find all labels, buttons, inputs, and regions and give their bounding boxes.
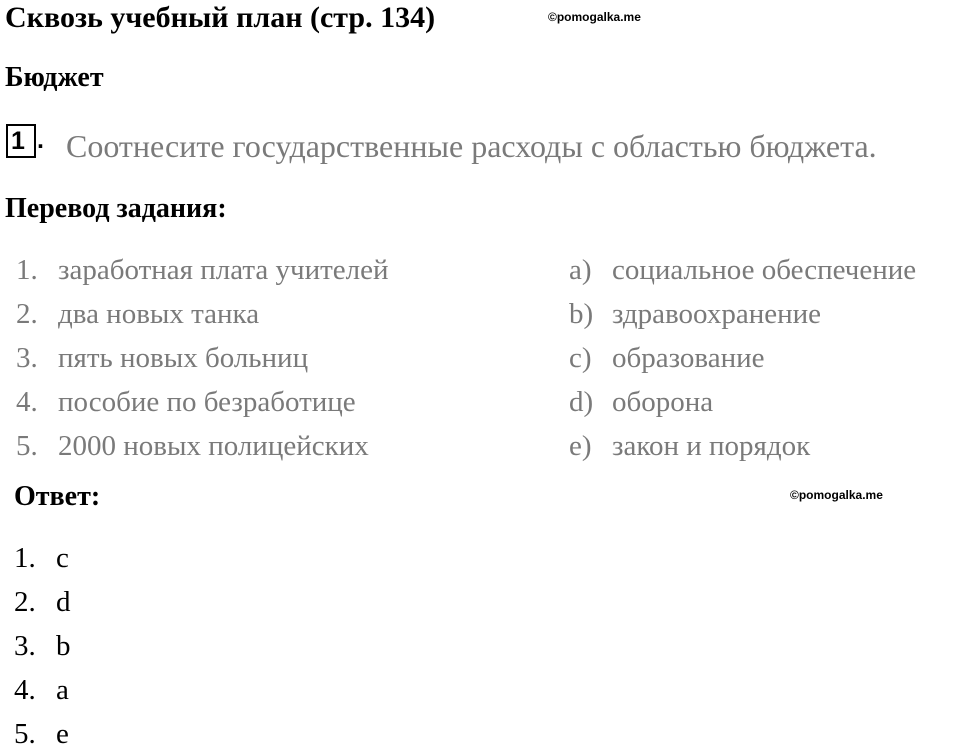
answer-value: a — [56, 674, 69, 706]
answer-value: d — [56, 586, 71, 618]
answer-number: 4. — [14, 674, 36, 706]
task-number-box: 1 — [6, 124, 36, 158]
item-text: заработная плата учителей — [58, 254, 389, 286]
answer-heading: Ответ: — [14, 481, 101, 512]
item-number: 5. — [16, 430, 38, 462]
item-text: пособие по безработице — [58, 386, 356, 418]
item-text: пять новых больниц — [58, 342, 309, 374]
watermark: ©pomogalka.me — [548, 10, 641, 24]
item-number: 2. — [16, 298, 38, 330]
option-text: закон и порядок — [612, 430, 811, 462]
item-number: 4. — [16, 386, 38, 418]
option-text: здравоохранение — [612, 298, 822, 330]
option-letter: d) — [569, 386, 594, 418]
option-letter: b) — [569, 298, 594, 330]
item-text: два новых танка — [58, 298, 260, 330]
section-title: Бюджет — [5, 62, 104, 93]
item-number: 1. — [16, 254, 38, 286]
item-text: 2000 новых полицейских — [58, 430, 369, 462]
answer-number: 1. — [14, 542, 36, 574]
watermark: ©pomogalka.me — [790, 488, 883, 502]
option-letter: c) — [569, 342, 592, 374]
option-text: образование — [612, 342, 765, 374]
answer-value: c — [56, 542, 69, 574]
translation-heading: Перевод задания: — [5, 193, 227, 224]
option-text: социальное обеспечение — [612, 254, 917, 286]
option-letter: e) — [569, 430, 592, 462]
answer-number: 3. — [14, 630, 36, 662]
page-title: Сквозь учебный план (стр. 134) — [5, 1, 436, 34]
answer-number: 5. — [14, 718, 36, 750]
answer-number: 2. — [14, 586, 36, 618]
task-text: Соотнесите государственные расходы с областью бюджета. — [66, 128, 877, 164]
task-number-dot: . — [37, 126, 44, 154]
option-text: оборона — [612, 386, 714, 418]
answer-value: e — [56, 718, 69, 750]
option-letter: a) — [569, 254, 592, 286]
answer-value: b — [56, 630, 71, 662]
item-number: 3. — [16, 342, 38, 374]
